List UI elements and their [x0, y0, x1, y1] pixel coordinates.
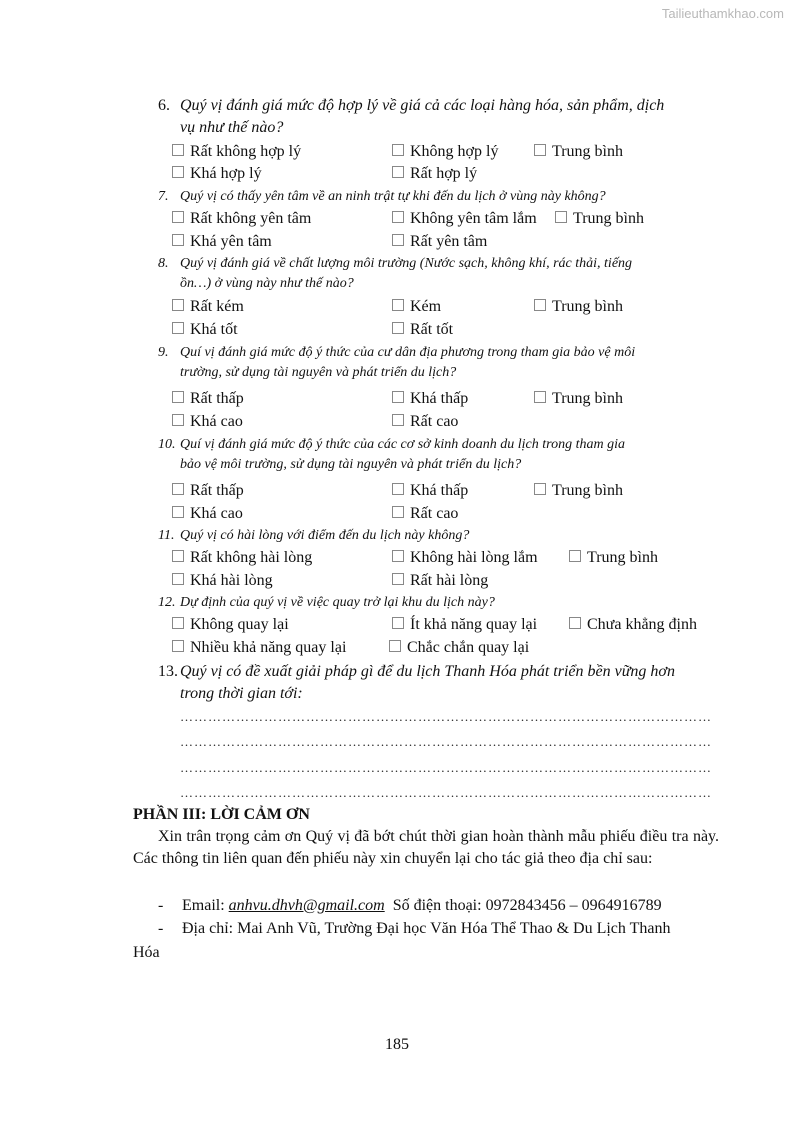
question-8: 8. Quý vị đánh giá về chất lượng môi trường (Nước sạch, không khí, rác thải, tiếng ồn…) ở vùng này như thế nào? — [158, 256, 633, 291]
q8-option-5[interactable]: Rất tốt — [392, 320, 453, 340]
email-line: - Email: anhvu.dhvh@gmail.com Số điện thoại: 0972843456 – 0964916789 — [158, 897, 662, 914]
q8-option-2[interactable]: Kém — [392, 297, 441, 317]
checkbox-icon[interactable] — [569, 617, 581, 629]
checkbox-icon[interactable] — [534, 391, 546, 403]
q7-option-1[interactable]: Rất không yên tâm — [172, 209, 311, 229]
checkbox-icon[interactable] — [172, 414, 184, 426]
thank-you-paragraph: Xin trân trọng cảm ơn Quý vị đã bớt chút thời gian hoàn thành mẫu phiếu điều tra này. Các thông tin liên quan đến phiếu này xin chuyển lại cho tác giả theo địa chỉ sau: — [133, 828, 719, 867]
checkbox-icon[interactable] — [172, 322, 184, 334]
q9-option-3[interactable]: Trung bình — [534, 389, 623, 409]
q6-option-4[interactable]: Khá hợp lý — [172, 164, 262, 184]
answer-line-2[interactable]: …………………………………………………………………………………………………… — [180, 734, 712, 749]
checkbox-icon[interactable] — [534, 483, 546, 495]
checkbox-icon[interactable] — [392, 322, 404, 334]
checkbox-icon[interactable] — [392, 166, 404, 178]
checkbox-icon[interactable] — [534, 299, 546, 311]
checkbox-icon[interactable] — [392, 299, 404, 311]
address-line: - Địa chỉ: Mai Anh Vũ, Trường Đại học Văn Hóa Thể Thao & Du Lịch Thanh — [158, 920, 671, 937]
checkbox-icon[interactable] — [389, 640, 401, 652]
q6-option-5[interactable]: Rất hợp lý — [392, 164, 477, 184]
q6-option-2[interactable]: Không hợp lý — [392, 142, 498, 162]
answer-line-3[interactable]: …………………………………………………………………………………………………… — [180, 760, 712, 775]
section-heading: PHẦN III: LỜI CẢM ƠN — [133, 806, 310, 823]
checkbox-icon[interactable] — [172, 166, 184, 178]
q6-option-3[interactable]: Trung bình — [534, 142, 623, 162]
question-11: 11. Quý vị có hài lòng với điểm đến du lịch này không? — [158, 528, 470, 543]
q10-option-5[interactable]: Rất cao — [392, 504, 458, 524]
question-13: 13. Quý vị có đề xuất giải pháp gì để du lịch Thanh Hóa phát triển bền vững hơn trong thời gian tới: — [158, 663, 675, 702]
checkbox-icon[interactable] — [392, 573, 404, 585]
checkbox-icon[interactable] — [172, 640, 184, 652]
q10-option-3[interactable]: Trung bình — [534, 481, 623, 501]
q7-option-2[interactable]: Không yên tâm lắm — [392, 209, 537, 229]
checkbox-icon[interactable] — [392, 234, 404, 246]
checkbox-icon[interactable] — [172, 506, 184, 518]
checkbox-icon[interactable] — [555, 211, 567, 223]
q7-option-5[interactable]: Rất yên tâm — [392, 232, 487, 252]
question-7: 7. Quý vị có thấy yên tâm về an ninh trật tự khi đến du lịch ở vùng này không? — [158, 189, 606, 204]
question-10: 10. Quí vị đánh giá mức độ ý thức của các cơ sở kinh doanh du lịch trong tham gia bảo vệ môi trường, sử dụng tài nguyên và phát triển du lịch? — [158, 437, 625, 472]
question-9: 9. Quí vị đánh giá mức độ ý thức của cư dân địa phương trong tham gia bảo vệ môi trường, sử dụng tài nguyên và phát triển du lịch? — [158, 345, 636, 380]
checkbox-icon[interactable] — [172, 573, 184, 585]
checkbox-icon[interactable] — [392, 414, 404, 426]
checkbox-icon[interactable] — [392, 391, 404, 403]
q10-option-2[interactable]: Khá thấp — [392, 481, 468, 501]
q9-option-4[interactable]: Khá cao — [172, 412, 243, 432]
q10-option-4[interactable]: Khá cao — [172, 504, 243, 524]
q8-option-1[interactable]: Rất kém — [172, 297, 244, 317]
answer-line-1[interactable]: …………………………………………………………………………………………………… — [180, 709, 712, 724]
checkbox-icon[interactable] — [534, 144, 546, 156]
checkbox-icon[interactable] — [392, 483, 404, 495]
q6-option-1[interactable]: Rất không hợp lý — [172, 142, 301, 162]
q8-option-3[interactable]: Trung bình — [534, 297, 623, 317]
q9-option-5[interactable]: Rất cao — [392, 412, 458, 432]
q9-option-1[interactable]: Rất thấp — [172, 389, 244, 409]
checkbox-icon[interactable] — [172, 144, 184, 156]
checkbox-icon[interactable] — [172, 299, 184, 311]
q8-option-4[interactable]: Khá tốt — [172, 320, 238, 340]
question-6: 6. Quý vị đánh giá mức độ hợp lý về giá cả các loại hàng hóa, sản phẩm, dịch vụ như thế nào? — [158, 97, 665, 136]
q11-option-2[interactable]: Không hài lòng lắm — [392, 548, 538, 568]
checkbox-icon[interactable] — [172, 617, 184, 629]
q11-option-4[interactable]: Khá hài lòng — [172, 571, 273, 591]
checkbox-icon[interactable] — [392, 144, 404, 156]
watermark: Tailieuthamkhao.com — [661, 6, 784, 21]
checkbox-icon[interactable] — [392, 506, 404, 518]
checkbox-icon[interactable] — [172, 234, 184, 246]
q10-option-1[interactable]: Rất thấp — [172, 481, 244, 501]
q9-option-2[interactable]: Khá thấp — [392, 389, 468, 409]
q7-option-3[interactable]: Trung bình — [555, 209, 644, 229]
checkbox-icon[interactable] — [172, 391, 184, 403]
page-number: 185 — [385, 1036, 409, 1053]
q12-option-1[interactable]: Không quay lại — [172, 615, 289, 635]
checkbox-icon[interactable] — [392, 550, 404, 562]
checkbox-icon[interactable] — [392, 211, 404, 223]
q11-option-1[interactable]: Rất không hài lòng — [172, 548, 312, 568]
q12-option-2[interactable]: Ít khả năng quay lại — [392, 615, 537, 635]
question-12: 12. Dự định của quý vị về việc quay trở lại khu du lịch này? — [158, 595, 495, 610]
address-continuation: Hóa — [133, 944, 160, 961]
q12-option-3[interactable]: Chưa khẳng định — [569, 615, 697, 635]
checkbox-icon[interactable] — [172, 211, 184, 223]
q11-option-3[interactable]: Trung bình — [569, 548, 658, 568]
checkbox-icon[interactable] — [172, 483, 184, 495]
checkbox-icon[interactable] — [392, 617, 404, 629]
email-link[interactable]: anhvu.dhvh@gmail.com — [228, 897, 385, 914]
q7-option-4[interactable]: Khá yên tâm — [172, 232, 272, 252]
q12-option-4[interactable]: Nhiều khả năng quay lại — [172, 638, 346, 658]
q12-option-5[interactable]: Chắc chắn quay lại — [389, 638, 529, 658]
checkbox-icon[interactable] — [172, 550, 184, 562]
answer-line-4[interactable]: …………………………………………………………………………………………………… — [180, 785, 712, 800]
checkbox-icon[interactable] — [569, 550, 581, 562]
q11-option-5[interactable]: Rất hài lòng — [392, 571, 488, 591]
